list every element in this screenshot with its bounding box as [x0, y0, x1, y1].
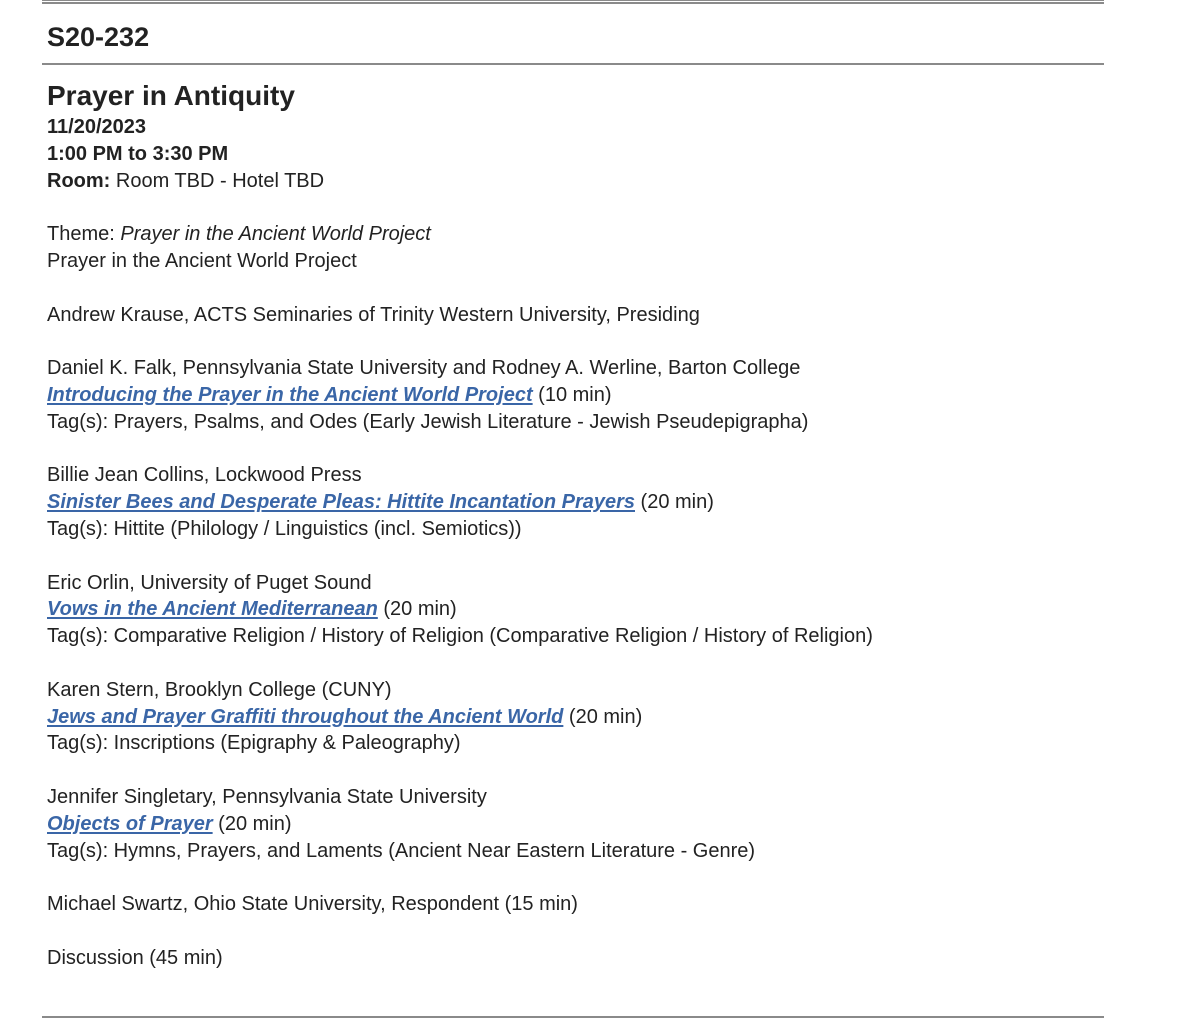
discussion-block [47, 945, 1147, 972]
paper-tags: Tag(s): Comparative Religion / History of Religion (Comparative Religion / History of Religion) [47, 625, 873, 648]
paper-duration: (10 min) [532, 383, 612, 406]
paper-presenters: Billie Jean Collins, Lockwood Press [47, 464, 362, 487]
paper-presenters: Karen Stern, Brooklyn College (CUNY) [47, 678, 392, 701]
session-details [47, 78, 1147, 972]
theme-line [47, 221, 1147, 248]
paper-title-line [47, 489, 1147, 516]
paper-duration: (20 min) [377, 598, 457, 621]
session-title: Prayer in Antiquity [47, 80, 295, 111]
presider: Andrew Krause, ACTS Seminaries of Trinity Western University, Presiding [47, 303, 700, 326]
theme-description: Prayer in the Ancient World Project [47, 249, 357, 272]
theme-value: Prayer in the Ancient World Project [120, 223, 431, 246]
bottom-divider [42, 1016, 1104, 1018]
session-room [47, 168, 1147, 195]
theme-label: Theme: [47, 223, 121, 246]
session-date: 11/20/2023 [47, 116, 146, 138]
paper-title-link[interactable]: Introducing the Prayer in the Ancient World Project [47, 383, 533, 406]
room-value: Room TBD - Hotel TBD [110, 169, 325, 192]
paper-title-line [47, 704, 1147, 731]
paper-duration: (20 min) [635, 491, 714, 514]
paper-duration: (20 min) [212, 812, 292, 835]
session-time: 1:00 PM to 3:30 PM [47, 142, 229, 165]
paper-presenters: Eric Orlin, University of Puget Sound [47, 571, 372, 594]
paper-title-link[interactable]: Sinister Bees and Desperate Pleas: Hittite Incantation Prayers [47, 491, 635, 514]
paper-item [47, 570, 1147, 650]
paper-tags: Tag(s): Inscriptions (Epigraphy & Paleography) [47, 732, 461, 755]
paper-title-link[interactable]: Vows in the Ancient Mediterranean [47, 598, 378, 621]
paper-tags: Tag(s): Prayers, Psalms, and Odes (Early Jewish Literature - Jewish Pseudepigrapha) [47, 410, 809, 433]
respondent-block [47, 891, 1147, 918]
top-divider [42, 0, 1104, 4]
paper-duration: (20 min) [563, 705, 643, 728]
presider-block [47, 302, 1147, 329]
paper-tags: Tag(s): Hymns, Prayers, and Laments (Ancient Near Eastern Literature - Genre) [47, 839, 756, 862]
paper-item [47, 462, 1147, 542]
respondent: Michael Swartz, Ohio State University, Respondent (15 min) [47, 893, 578, 916]
discussion: Discussion (45 min) [47, 946, 223, 969]
paper-item [47, 355, 1147, 435]
paper-tags: Tag(s): Hittite (Philology / Linguistics (incl. Semiotics)) [47, 517, 522, 540]
header-divider [42, 63, 1104, 65]
paper-title-link[interactable]: Jews and Prayer Graffiti throughout the Ancient World [47, 705, 564, 728]
paper-presenters: Jennifer Singletary, Pennsylvania State University [47, 785, 487, 808]
paper-title-link[interactable]: Objects of Prayer [47, 812, 213, 835]
paper-title-line [47, 382, 1147, 409]
room-label: Room: [47, 169, 111, 192]
theme-block [47, 221, 1147, 275]
paper-title-line [47, 596, 1147, 623]
paper-presenters: Daniel K. Falk, Pennsylvania State University and Rodney A. Werline, Barton College [47, 357, 801, 380]
session-code: S20-232 [47, 22, 150, 52]
paper-title-line [47, 811, 1147, 838]
paper-item [47, 677, 1147, 757]
paper-item [47, 784, 1147, 864]
